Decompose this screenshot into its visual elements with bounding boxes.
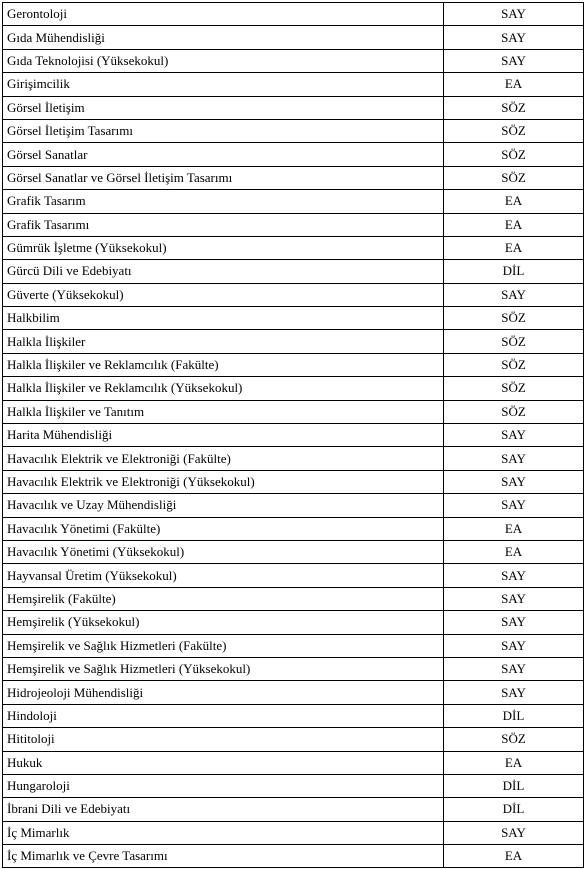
score-type-cell: SAY [444, 447, 584, 470]
score-type-cell: SÖZ [444, 143, 584, 166]
score-type-cell: SAY [444, 3, 584, 26]
score-type-cell: SAY [444, 611, 584, 634]
program-name-cell: Hemşirelik (Yüksekokul) [3, 611, 444, 634]
program-name-cell: Hititoloji [3, 728, 444, 751]
program-name-cell: Havacılık Yönetimi (Fakülte) [3, 517, 444, 540]
program-score-table [2, 2, 584, 868]
score-type-cell: SAY [444, 26, 584, 49]
score-type-cell: SAY [444, 821, 584, 844]
program-name-cell: Girişimcilik [3, 73, 444, 96]
table-row [3, 377, 584, 400]
table-row [3, 657, 584, 680]
table-row [3, 353, 584, 376]
table-row [3, 283, 584, 306]
table-row [3, 447, 584, 470]
program-name-cell: Havacılık Elektrik ve Elektroniği (Fakülte) [3, 447, 444, 470]
table-row [3, 821, 584, 844]
program-name-cell: İç Mimarlık [3, 821, 444, 844]
table-row [3, 424, 584, 447]
score-type-cell: EA [444, 190, 584, 213]
table-row [3, 681, 584, 704]
table-row [3, 470, 584, 493]
program-name-cell: İbrani Dili ve Edebiyatı [3, 798, 444, 821]
score-type-cell: EA [444, 845, 584, 868]
program-name-cell: Gerontoloji [3, 3, 444, 26]
program-name-cell: Hemşirelik ve Sağlık Hizmetleri (Fakülte) [3, 634, 444, 657]
program-name-cell: Görsel Sanatlar [3, 143, 444, 166]
score-type-cell: SÖZ [444, 400, 584, 423]
table-row [3, 798, 584, 821]
table-row [3, 845, 584, 868]
score-type-cell: SÖZ [444, 96, 584, 119]
table-row [3, 704, 584, 727]
program-name-cell: Hayvansal Üretim (Yüksekokul) [3, 564, 444, 587]
score-type-cell: DİL [444, 704, 584, 727]
score-type-cell: EA [444, 517, 584, 540]
score-type-cell: SÖZ [444, 377, 584, 400]
score-type-cell: EA [444, 73, 584, 96]
table-row [3, 260, 584, 283]
score-type-cell: DİL [444, 260, 584, 283]
table-row [3, 540, 584, 563]
table-row [3, 3, 584, 26]
table-row [3, 611, 584, 634]
score-type-cell: EA [444, 751, 584, 774]
program-name-cell: Havacılık Elektrik ve Elektroniği (Yüksekokul) [3, 470, 444, 493]
table-row [3, 774, 584, 797]
table-row [3, 143, 584, 166]
program-name-cell: Havacılık ve Uzay Mühendisliği [3, 494, 444, 517]
table-row [3, 190, 584, 213]
table-row [3, 26, 584, 49]
program-name-cell: İç Mimarlık ve Çevre Tasarımı [3, 845, 444, 868]
table-row [3, 751, 584, 774]
score-type-cell: SAY [444, 494, 584, 517]
program-name-cell: Harita Mühendisliği [3, 424, 444, 447]
table-row [3, 587, 584, 610]
program-name-cell: Havacılık Yönetimi (Yüksekokul) [3, 540, 444, 563]
program-name-cell: Gürcü Dili ve Edebiyatı [3, 260, 444, 283]
score-type-cell: DİL [444, 774, 584, 797]
table-row [3, 634, 584, 657]
score-type-cell: SAY [444, 470, 584, 493]
score-type-cell: SAY [444, 587, 584, 610]
program-name-cell: Gümrük İşletme (Yüksekokul) [3, 236, 444, 259]
program-name-cell: Hukuk [3, 751, 444, 774]
program-name-cell: Gıda Mühendisliği [3, 26, 444, 49]
score-type-cell: DİL [444, 798, 584, 821]
score-type-cell: EA [444, 540, 584, 563]
program-name-cell: Hemşirelik ve Sağlık Hizmetleri (Yüksekokul) [3, 657, 444, 680]
program-name-cell: Hemşirelik (Fakülte) [3, 587, 444, 610]
program-name-cell: Halkbilim [3, 307, 444, 330]
score-type-cell: SAY [444, 564, 584, 587]
program-name-cell: Grafik Tasarım [3, 190, 444, 213]
table-row [3, 213, 584, 236]
score-type-cell: SÖZ [444, 353, 584, 376]
program-name-cell: Görsel İletişim Tasarımı [3, 119, 444, 142]
score-type-cell: SÖZ [444, 119, 584, 142]
program-name-cell: Halkla İlişkiler [3, 330, 444, 353]
table-row [3, 49, 584, 72]
score-type-cell: SAY [444, 681, 584, 704]
table-row [3, 517, 584, 540]
table-row [3, 564, 584, 587]
table-row [3, 236, 584, 259]
score-type-cell: SÖZ [444, 728, 584, 751]
program-name-cell: Halkla İlişkiler ve Reklamcılık (Fakülte) [3, 353, 444, 376]
table-body [3, 3, 584, 868]
program-name-cell: Hidrojeoloji Mühendisliği [3, 681, 444, 704]
score-type-cell: SÖZ [444, 307, 584, 330]
program-name-cell: Grafik Tasarımı [3, 213, 444, 236]
table-row [3, 96, 584, 119]
program-name-cell: Halkla İlişkiler ve Tanıtım [3, 400, 444, 423]
program-name-cell: Hungaroloji [3, 774, 444, 797]
program-name-cell: Hindoloji [3, 704, 444, 727]
table-row [3, 166, 584, 189]
table-row [3, 494, 584, 517]
program-name-cell: Güverte (Yüksekokul) [3, 283, 444, 306]
table-row [3, 119, 584, 142]
score-type-cell: EA [444, 213, 584, 236]
program-name-cell: Görsel İletişim [3, 96, 444, 119]
table-row [3, 73, 584, 96]
program-name-cell: Halkla İlişkiler ve Reklamcılık (Yüksekokul) [3, 377, 444, 400]
program-name-cell: Görsel Sanatlar ve Görsel İletişim Tasarımı [3, 166, 444, 189]
table-row [3, 307, 584, 330]
score-type-cell: SÖZ [444, 330, 584, 353]
score-type-cell: SAY [444, 634, 584, 657]
table-row [3, 400, 584, 423]
score-type-cell: SAY [444, 657, 584, 680]
table-row [3, 330, 584, 353]
program-name-cell: Gıda Teknolojisi (Yüksekokul) [3, 49, 444, 72]
score-type-cell: EA [444, 236, 584, 259]
score-type-cell: SAY [444, 283, 584, 306]
score-type-cell: SAY [444, 424, 584, 447]
table-row [3, 728, 584, 751]
score-type-cell: SAY [444, 49, 584, 72]
score-type-cell: SÖZ [444, 166, 584, 189]
